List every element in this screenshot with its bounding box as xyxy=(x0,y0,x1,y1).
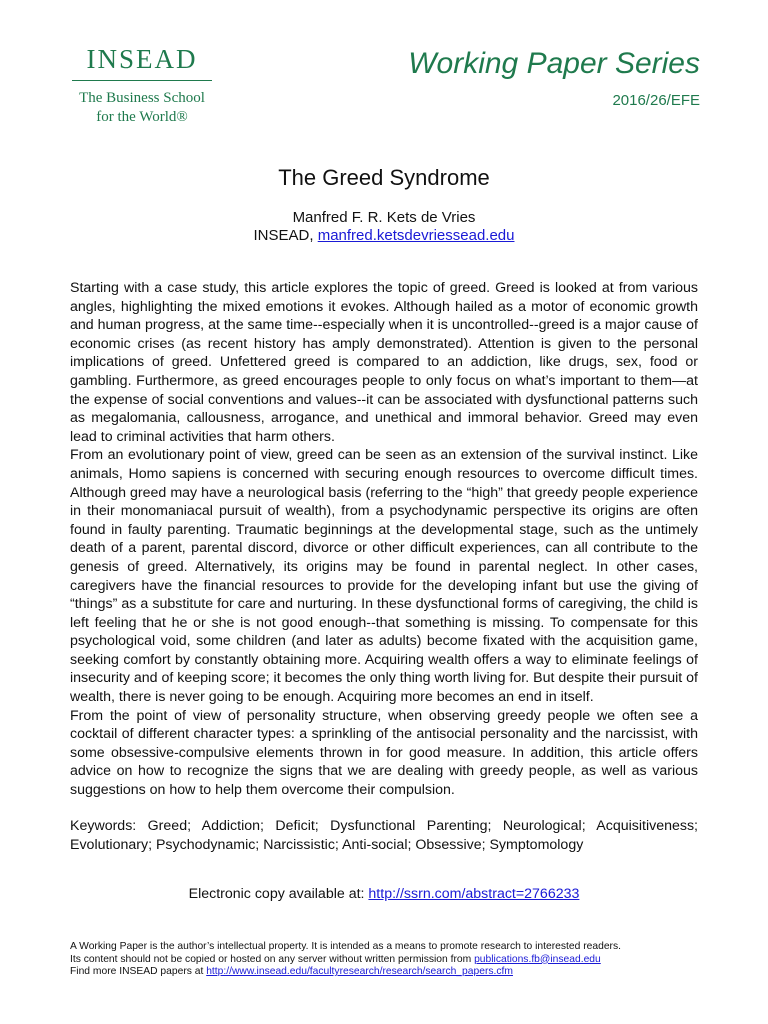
keywords: Keywords: Greed; Addiction; Deficit; Dysfunctional Parenting; Neurological; Acquisitiveness; Evolutionary; Psychodynamic; Narcissistic; Anti-social; Obsessive; Symptomology xyxy=(70,818,698,853)
insead-papers-link[interactable]: http://www.insead.edu/facultyresearch/research/search_papers.cfm xyxy=(206,966,513,978)
logo-divider xyxy=(72,80,212,81)
logo-name: INSEAD xyxy=(86,44,198,74)
footer-line-2-text: Its content should not be copied or hosted on any server without written permission from xyxy=(70,953,475,965)
footer-line-3-text: Find more INSEAD papers at xyxy=(70,966,207,978)
abstract-paragraph: From the point of view of personality structure, when observing greedy people we often see a cocktail of different character types: a sprinkling of the antisocial personality and the narcissist, with some obsessive-compulsive elements thrown in for good measure. In addition, this article offers advice on how to recognize the signs that we are dealing with greedy people, as well as various suggestions on how to help them overcome their compulsion. xyxy=(70,707,698,799)
abstract-paragraph: From an evolutionary point of view, greed can be seen as an extension of the survival instinct. Like animals, Homo sapiens is concerned with securing enough resources to overcome difficult times. Although greed may have a neurological basis (referring to the “high” that greedy people experience in their monomaniacal pursuit of wealth), from a psychodynamic perspective its origins are often found in faulty parenting. Traumatic beginnings at the developmental stage, such as the untimely death of a parent, parental discord, divorce or other difficult experiences, can all contribute to the genesis of greed. Alternatively, its origins may be found in parental neglect. In other cases, caregivers have the financial resources to provide for the developing infant but use the giving of “things” as a substitute for care and nurturing. In these dysfunctional forms of caregiving, the child is left feeling that he or she is not good enough--that something is missing. To compensate for this psychological void, some children (and later as adults) become fixated with the acquisition game, seeking comfort by constantly obtaining more. Acquiring wealth offers a way to eliminate feelings of insecurity and of keeping score; it becomes the only thing worth living for. But despite their pursuit of wealth, there is never going to be enough. Acquiring more becomes an end in itself. xyxy=(70,447,698,706)
abstract xyxy=(70,279,698,800)
footer-line-2 xyxy=(70,954,710,967)
abstract-paragraph: Starting with a case study, this article explores the topic of greed. Greed is looked at from various angles, highlighting the mixed emotions it evokes. Although hailed as a motor of economic growth and human progress, at the same time--especially when it is uncontrolled--greed is a major cause of economic crises (as recent history has amply demonstrated). Attention is given to the personal implications of greed. Unfettered greed is compared to an addiction, like drugs, sex, food or gambling. Furthermore, as greed encourages people to only focus on what’s important to them—at the expense of social conventions and values--it can be associated with dysfunctional patterns such as megalomania, callousness, arrogance, and unethical and immoral behavior. Greed may even lead to criminal activities that harm others. xyxy=(70,280,698,445)
ssrn-link[interactable]: http://ssrn.com/abstract=2766233 xyxy=(368,886,580,902)
author-affiliation: INSEAD, xyxy=(253,227,318,244)
series-title: Working Paper Series xyxy=(408,47,700,80)
logo-tagline-1: The Business School xyxy=(79,90,205,106)
paper-title: The Greed Syndrome xyxy=(278,165,490,190)
logo-tagline-2: for the World® xyxy=(96,109,188,125)
author-affiliation-line xyxy=(0,227,768,245)
author-email-link[interactable]: manfred.ketsdevriessead.edu xyxy=(317,227,515,244)
electronic-copy-label: Electronic copy available at: xyxy=(188,886,369,902)
insead-logo xyxy=(62,44,222,127)
footer-line-1: A Working Paper is the author’s intellectual property. It is intended as a means to promote research to interested readers. xyxy=(70,941,621,952)
electronic-copy-line xyxy=(0,886,768,902)
paper-number: 2016/26/EFE xyxy=(612,92,700,109)
author-name: Manfred F. R. Kets de Vries xyxy=(292,209,476,226)
publications-email-link[interactable]: publications.fb@insead.edu xyxy=(474,953,601,965)
footer-notice xyxy=(70,941,710,979)
footer-line-3 xyxy=(70,966,710,979)
author-block xyxy=(0,209,768,245)
